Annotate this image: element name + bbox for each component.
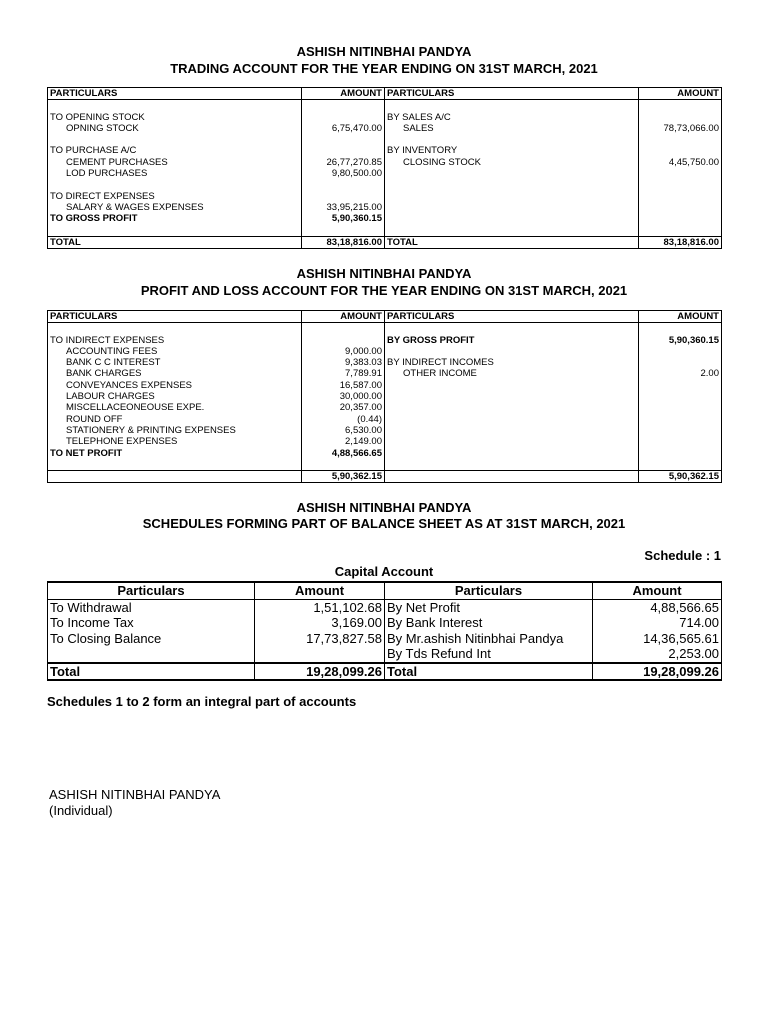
amount: 20,357.00 (339, 402, 382, 414)
amount: 78,73,066.00 (663, 122, 719, 134)
signature-role: (Individual) (49, 803, 113, 818)
amount: (0.44) (357, 413, 382, 425)
list-item (387, 100, 636, 111)
trading-table (47, 87, 722, 249)
list-item (50, 134, 299, 145)
list-item: LABOUR CHARGES (66, 391, 155, 403)
list-item: TO PURCHASE A/C (50, 145, 137, 157)
amount: 4,45,750.00 (668, 156, 719, 168)
list-item: OTHER INCOME (403, 368, 477, 380)
amount: 714.00 (679, 615, 719, 630)
list-item: ACCOUNTING FEES (66, 345, 158, 357)
pl-debit-amounts (302, 323, 385, 471)
list-item: BY GROSS PROFIT (387, 334, 475, 346)
total-label (48, 471, 302, 483)
list-item (50, 179, 299, 190)
list-item: TO NET PROFIT (50, 447, 123, 459)
header-amount: AMOUNT (302, 88, 385, 100)
list-item: CEMENT PURCHASES (66, 156, 168, 168)
amount (641, 134, 719, 145)
list-item: BY INDIRECT INCOMES (387, 357, 494, 369)
trading-credit-amounts (639, 100, 722, 237)
list-item: To Closing Balance (50, 630, 162, 646)
amount (304, 191, 382, 202)
list-item: CLOSING STOCK (403, 156, 481, 168)
amount: 9,80,500.00 (331, 168, 382, 180)
capital-debit-particulars (48, 599, 255, 663)
capital-account-title: Capital Account (334, 564, 434, 579)
amount (304, 335, 382, 346)
list-item: TO INDIRECT EXPENSES (50, 334, 165, 346)
trading-debit-particulars (48, 100, 302, 237)
total-amount: 19,28,099.26 (255, 663, 385, 681)
pl-title: PROFIT AND LOSS ACCOUNT FOR THE YEAR ENDING ON 31ST MARCH, 2021 (140, 283, 628, 298)
amount (641, 100, 719, 111)
pl-debit-particulars (48, 323, 302, 471)
list-item: BANK CHARGES (66, 368, 142, 380)
amount (304, 225, 382, 236)
list-item (50, 323, 299, 334)
trading-title: TRADING ACCOUNT FOR THE YEAR ENDING ON 31ST MARCH, 2021 (170, 61, 598, 76)
schedules-name: ASHISH NITINBHAI PANDYA (296, 500, 472, 515)
list-item: To Withdrawal (50, 599, 132, 615)
amount (304, 100, 382, 111)
list-item (50, 459, 299, 470)
list-item: OPNING STOCK (66, 122, 139, 134)
schedule-number: Schedule : 1 (644, 548, 721, 563)
total-label (385, 471, 639, 483)
list-item: BY INVENTORY (387, 145, 458, 157)
total-amount: 5,90,362.15 (639, 471, 722, 483)
list-item: STATIONERY & PRINTING EXPENSES (66, 424, 236, 436)
header-particulars: PARTICULARS (48, 311, 302, 323)
list-item (50, 100, 299, 111)
amount (257, 646, 382, 662)
list-item: TO OPENING STOCK (50, 111, 145, 123)
header-particulars: PARTICULARS (385, 88, 639, 100)
amount: 9,383.03 (345, 357, 382, 369)
amount (641, 112, 719, 123)
list-item: By Bank Interest (387, 615, 483, 630)
list-item: To Income Tax (50, 615, 134, 630)
list-item: SALES (403, 122, 434, 134)
amount: 16,587.00 (339, 379, 382, 391)
trading-total-row (48, 236, 722, 248)
trading-header-row (48, 88, 722, 100)
list-item: MISCELLACEONEOUSE EXPE. (66, 402, 205, 414)
amount (641, 145, 719, 156)
list-item: LOD PURCHASES (66, 168, 148, 180)
header-amount: Amount (255, 582, 385, 599)
total-amount: 83,18,816.00 (639, 236, 722, 248)
amount: 2,253.00 (668, 646, 719, 661)
list-item: By Net Profit (387, 599, 460, 615)
list-item: SALARY & WAGES EXPENSES (66, 201, 204, 213)
capital-header-row (48, 582, 722, 599)
list-item: ROUND OFF (66, 413, 123, 425)
header-amount: Amount (593, 582, 722, 599)
trading-debit-amounts (302, 100, 385, 237)
list-item (50, 225, 299, 236)
list-item: TO DIRECT EXPENSES (50, 190, 155, 202)
amount: 9,000.00 (345, 345, 382, 357)
capital-total-row (48, 663, 722, 681)
list-item (50, 646, 252, 662)
total-label: TOTAL (385, 236, 639, 248)
total-amount: 19,28,099.26 (593, 663, 722, 681)
amount (304, 112, 382, 123)
header-amount: AMOUNT (302, 311, 385, 323)
trading-credit-particulars (385, 100, 639, 237)
amount: 4,88,566.65 (331, 447, 382, 459)
amount: 7,789.91 (345, 368, 382, 380)
amount: 30,000.00 (339, 391, 382, 403)
total-amount: 5,90,362.15 (302, 471, 385, 483)
list-item: BY SALES A/C (387, 111, 451, 123)
capital-account-table (47, 581, 722, 681)
signature-name: ASHISH NITINBHAI PANDYA (49, 787, 221, 802)
amount: 6,530.00 (345, 424, 382, 436)
pl-table (47, 310, 722, 483)
amount: 14,36,565.61 (643, 630, 719, 646)
pl-header-row (48, 311, 722, 323)
capital-body-row (48, 599, 722, 663)
header-particulars: PARTICULARS (48, 88, 302, 100)
total-amount: 83,18,816.00 (302, 236, 385, 248)
capital-credit-particulars (385, 599, 593, 663)
amount: 4,88,566.65 (650, 599, 719, 615)
list-item (387, 134, 636, 145)
trading-name: ASHISH NITINBHAI PANDYA (296, 44, 472, 59)
header-amount: AMOUNT (639, 88, 722, 100)
amount (304, 134, 382, 145)
schedules-title: SCHEDULES FORMING PART OF BALANCE SHEET AS AT 31ST MARCH, 2021 (142, 516, 626, 531)
pl-body-row (48, 323, 722, 471)
total-label: Total (385, 663, 593, 681)
amount: 1,51,102.68 (313, 599, 382, 615)
pl-credit-particulars (385, 323, 639, 471)
list-item: By Mr.ashish Nitinbhai Pandya (387, 630, 564, 646)
amount: 26,77,270.85 (326, 156, 382, 168)
list-item: TELEPHONE EXPENSES (66, 436, 178, 448)
pl-credit-amounts (639, 323, 722, 471)
schedules-note: Schedules 1 to 2 form an integral part of accounts (47, 694, 357, 709)
amount (304, 323, 382, 334)
total-label: TOTAL (48, 236, 302, 248)
capital-credit-amounts (593, 599, 722, 663)
amount (641, 357, 719, 368)
pl-total-row (48, 471, 722, 483)
list-item (387, 346, 636, 357)
header-particulars: Particulars (385, 582, 593, 599)
pl-name: ASHISH NITINBHAI PANDYA (296, 266, 472, 281)
list-item (387, 323, 636, 334)
list-item: TO GROSS PROFIT (50, 213, 138, 225)
header-particulars: PARTICULARS (385, 311, 639, 323)
header-amount: AMOUNT (639, 311, 722, 323)
amount: 17,73,827.58 (306, 630, 382, 646)
amount (304, 145, 382, 156)
capital-debit-amounts (255, 599, 385, 663)
amount (641, 346, 719, 357)
list-item: CONVEYANCES EXPENSES (66, 379, 193, 391)
amount (304, 459, 382, 470)
total-label: Total (48, 663, 255, 681)
list-item: By Tds Refund Int (387, 646, 491, 661)
amount (641, 323, 719, 334)
amount: 5,90,360.15 (331, 213, 382, 225)
amount: 5,90,360.15 (668, 334, 719, 346)
list-item: BANK C C INTEREST (66, 357, 161, 369)
amount: 6,75,470.00 (331, 122, 382, 134)
trading-body-row (48, 100, 722, 237)
header-particulars: Particulars (48, 582, 255, 599)
amount: 33,95,215.00 (326, 201, 382, 213)
amount: 2,149.00 (345, 436, 382, 448)
amount: 3,169.00 (331, 615, 382, 630)
amount: 2.00 (700, 368, 719, 380)
amount (304, 179, 382, 190)
